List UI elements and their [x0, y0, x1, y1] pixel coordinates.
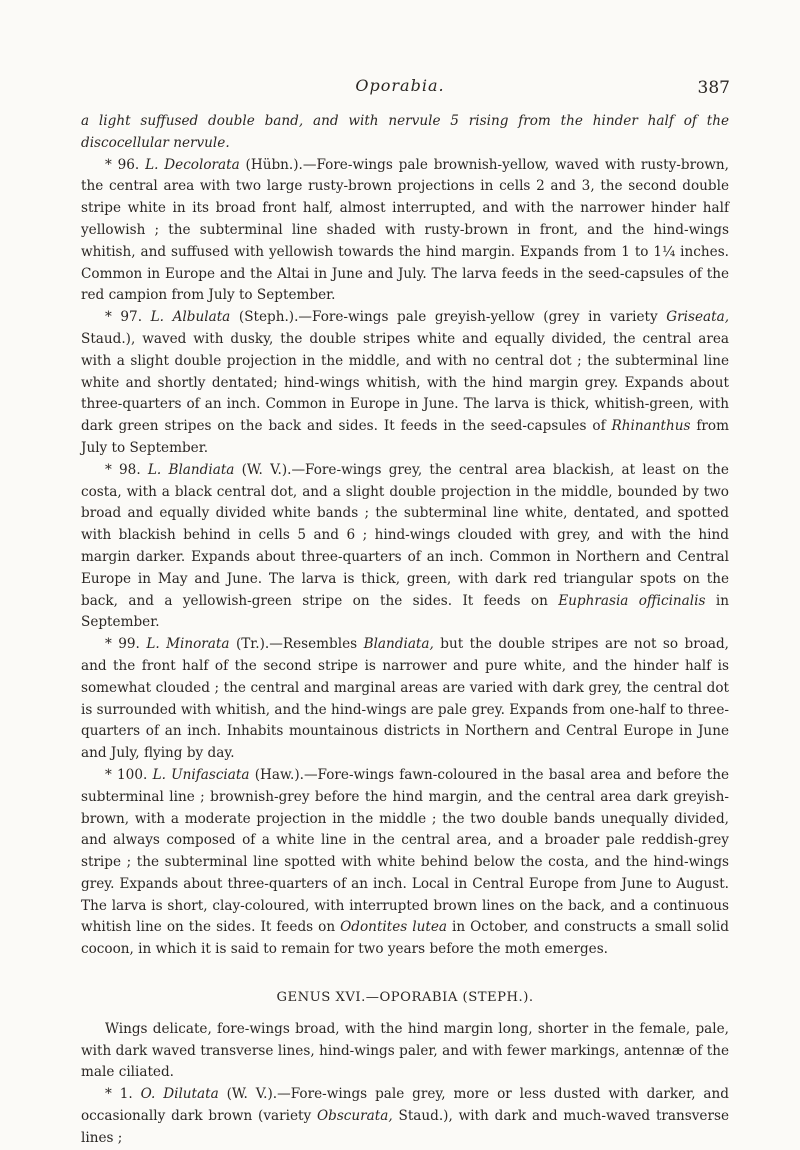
entry-99 [81, 634, 729, 765]
plant-name: Rhinanthus [611, 418, 691, 435]
species-reference: Blandiata, [363, 636, 434, 653]
species-name: L. Decolorata [145, 156, 240, 173]
entry-text: (Tr.).—Resembles [235, 636, 358, 653]
entry-1 [81, 1084, 729, 1149]
variety-name: Griseata, [666, 309, 730, 326]
variety-name: Obscurata, [316, 1108, 393, 1125]
running-title: Oporabia. [355, 76, 445, 95]
entry-text: (Steph.).—Fore-wings pale greyish-yellow (grey in variety [238, 309, 658, 326]
entry-text: (W. V.).—Fore-wings grey, the central area blackish, at least on the costa, with a black central dot, and a slight double projection in the middle, bounded by two broad and equally divided white bands ; the subterminal line white, dentated, and spotted with blackish behind in cells 5 and 6 ; hind-wings clouded with grey, and with the hind margin darker. Expands about three-quarters of an inch. Common in Northern and Central Europe in May and June. The larva is thick, green, with dark red triangular spots on the back, and a yellowish-green stripe on the sides. It feeds on [81, 461, 729, 609]
entry-text: Staud.), waved with dusky, the double stripes white and equally divided, the central area with a slight double projection in the middle, and with no central dot ; the subterminal line white and shortly dentated; hind-wings whitish, with the hind margin grey. Expands about three-quarters of an inch. Common in Europe in June. The larva is thick, whitish-green, with dark green stripes on the back and sides. It feeds in the seed-capsules of [81, 330, 729, 435]
entry-text: Staud.), with dark and much-waved transverse lines ; [81, 1108, 729, 1146]
entry-number: * 100. [105, 766, 148, 783]
continuation-text: a light suffused double band, and with nervule 5 rising from the hinder half of the discocellular nervule. [81, 113, 729, 151]
body-text [81, 111, 729, 1150]
genus-heading: GENUS XVI.—OPORABIA (STEPH.). [276, 990, 534, 1006]
entry-number: * 97. [105, 309, 143, 326]
entry-text: but the double stripes are not so broad, and the front half of the second stripe is narrower and pure white, and the hinder half is somewhat clouded ; the central and marginal areas are varied with dark grey, the central dot is surrounded with whitish, and the hind-wings are pale grey. Expands from one-half to three-quarters of an inch. Inhabits mountainous districts in Northern and Central Europe in June and July, flying by day. [81, 636, 730, 762]
species-name: L. Minorata [146, 636, 230, 653]
entry-text: (W. V.).—Fore-wings pale grey, more or less dusted with darker, and occasionally dark brown (variety [81, 1086, 729, 1125]
entry-text: (Haw.).—Fore-wings fawn-coloured in the basal area and before the subterminal line ; brownish-grey before the hind margin, and the central area dark greyish-brown, with a moderate projection in the middle ; the two double bands unequally divided, and always composed of a white line in the central area, and a broader pale reddish-grey stripe ; the subterminal line spotted with white behind below the costa, and the hind-wings grey. Expands about three-quarters of an inch. Local in Central Europe from June to August. The larva is short, clay-coloured, with interrupted brown lines on the back, and a continuous whitish line on the sides. It feeds on [81, 766, 730, 936]
entry-text: in September. [81, 592, 729, 631]
species-name: O. Dilutata [140, 1086, 219, 1103]
entry-number: * 99. [105, 636, 140, 653]
species-name: L. Unifasciata [152, 766, 250, 783]
entry-96 [81, 155, 729, 308]
page-number: 387 [697, 78, 730, 98]
entry-number: * 98. [105, 461, 141, 478]
entry-text: in October, and constructs a small solid cocoon, in which it is said to remain for two years before the moth emerges. [81, 919, 729, 958]
species-name: L. Blandiata [147, 461, 235, 478]
genus-description: Wings delicate, fore-wings broad, with the hind margin long, shorter in the female, pale, with dark waved transverse lines, hind-wings paler, and with fewer markings, antennæ of the male ciliated. [81, 1020, 729, 1081]
entry-number: * 96. [105, 156, 140, 173]
entry-text: (Hübn.).—Fore-wings pale brownish-yellow, waved with rusty-brown, the central area with two large rusty-brown projections in cells 2 and 3, the second double stripe white in its broad front half, almost interrupted, and with the narrower hinder half yellowish ; the subterminal line shaded with rusty-brown in front, and the hind-wings whitish, and suffused with yellowish towards the hind margin. Expands from 1 to 1¼ inches. Common in Europe and the Altai in June and July. The larva feeds in the seed-capsules of the red campion from July to September. [81, 156, 729, 304]
species-name: L. Albulata [150, 309, 231, 326]
plant-name: Odontites lutea [340, 919, 447, 936]
plant-name: Euphrasia officinalis [558, 592, 706, 609]
entry-98 [81, 460, 729, 634]
entry-text: from July to September. [81, 418, 729, 456]
entry-97 [81, 307, 729, 460]
entry-100 [81, 765, 729, 961]
continuation-paragraph [81, 111, 729, 155]
entry-number: * 1. [105, 1086, 133, 1103]
